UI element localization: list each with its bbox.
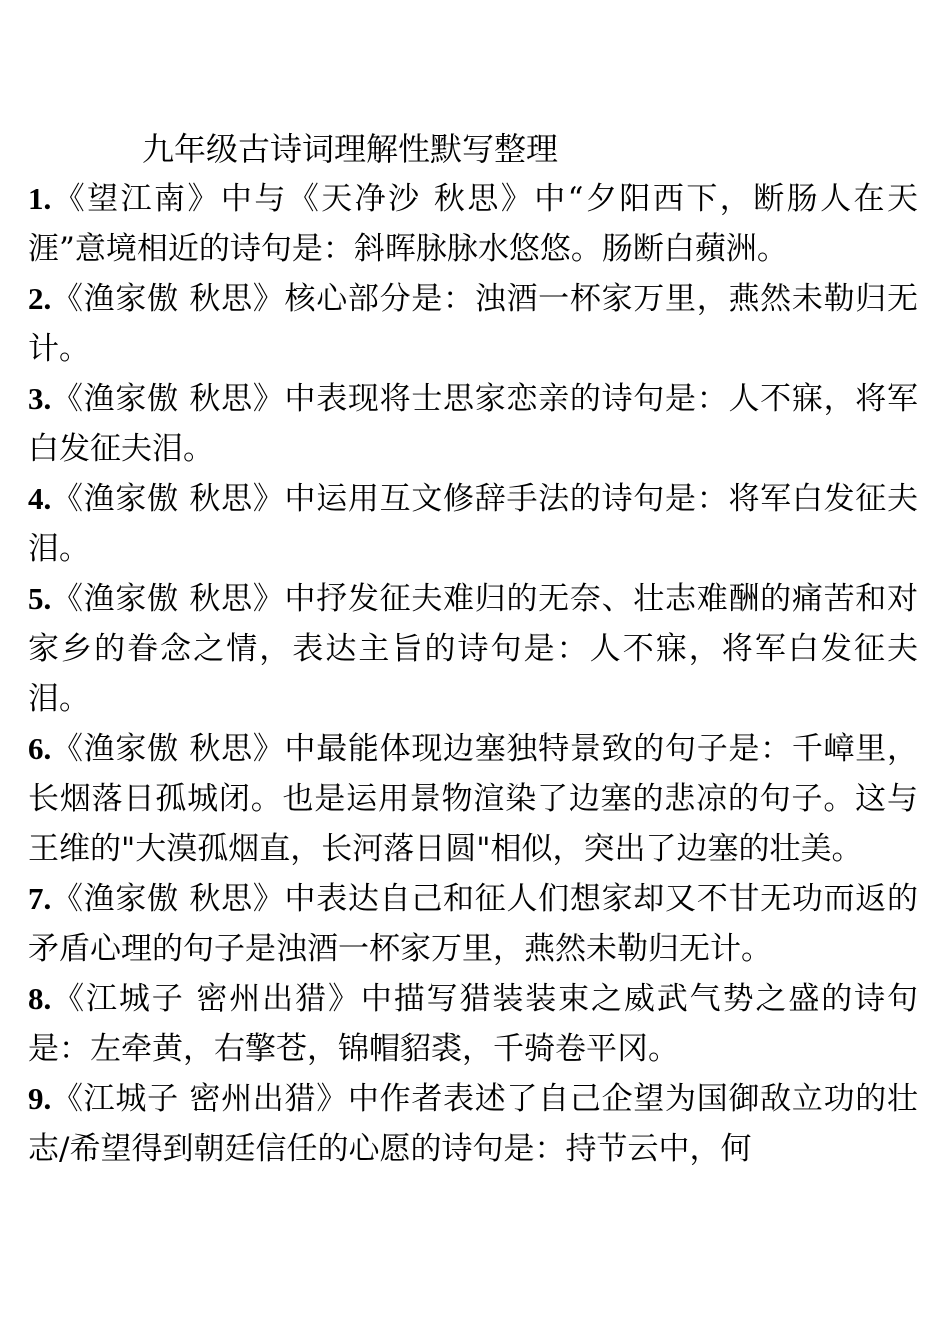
item-text: 《江城子 密州出猎》中作者表述了自己企望为国御敌立功的壮志/希望得到朝廷信任的心愿的诗句是：持节云中，何 [28, 1081, 918, 1167]
document-title: 九年级古诗词理解性默写整理 [142, 130, 559, 168]
item-number: 4. [28, 481, 52, 516]
item-number: 9. [28, 1081, 52, 1116]
list-item [28, 174, 918, 274]
list-item [28, 274, 918, 374]
list-item [28, 574, 918, 724]
list-item [28, 374, 918, 474]
list-item [28, 474, 918, 574]
item-text: 《渔家傲 秋思》中最能体现边塞独特景致的句子是：千嶂里，长烟落日孤城闭。也是运用景物渲染了边塞的悲凉的句子。这与王维的"大漠孤烟直，长河落日圆"相似，突出了边塞的壮美。 [28, 731, 918, 867]
list-item [28, 974, 918, 1074]
list-item [28, 874, 918, 974]
item-number: 3. [28, 381, 52, 416]
item-number: 2. [28, 281, 52, 316]
item-number: 7. [28, 881, 52, 916]
item-text: 《渔家傲 秋思》核心部分是：浊酒一杯家万里，燕然未勒归无计。 [28, 281, 918, 367]
item-number: 6. [28, 731, 52, 766]
item-text: 《望江南》中与《天净沙 秋思》中“夕阳西下，断肠人在天涯”意境相近的诗句是：斜晖脉脉水悠悠。肠断白蘋洲。 [28, 181, 918, 267]
item-text: 《渔家傲 秋思》中表达自己和征人们想家却又不甘无功而返的矛盾心理的句子是浊酒一杯家万里，燕然未勒归无计。 [28, 881, 918, 967]
item-text: 《渔家傲 秋思》中表现将士思家恋亲的诗句是：人不寐，将军白发征夫泪。 [28, 381, 918, 467]
list-item [28, 1074, 918, 1174]
item-number: 5. [28, 581, 52, 616]
item-text: 《渔家傲 秋思》中抒发征夫难归的无奈、壮志难酬的痛苦和对家乡的眷念之情，表达主旨的诗句是：人不寐，将军白发征夫泪。 [28, 581, 918, 717]
document-page [28, 124, 918, 1174]
item-number: 8. [28, 981, 52, 1016]
item-text: 《渔家傲 秋思》中运用互文修辞手法的诗句是：将军白发征夫泪。 [28, 481, 918, 567]
list-item [28, 724, 918, 874]
item-text: 《江城子 密州出猎》中描写猎装装束之威武气势之盛的诗句是：左牵黄，右擎苍，锦帽貂裘，千骑卷平冈。 [28, 981, 918, 1067]
item-number: 1. [28, 181, 52, 216]
